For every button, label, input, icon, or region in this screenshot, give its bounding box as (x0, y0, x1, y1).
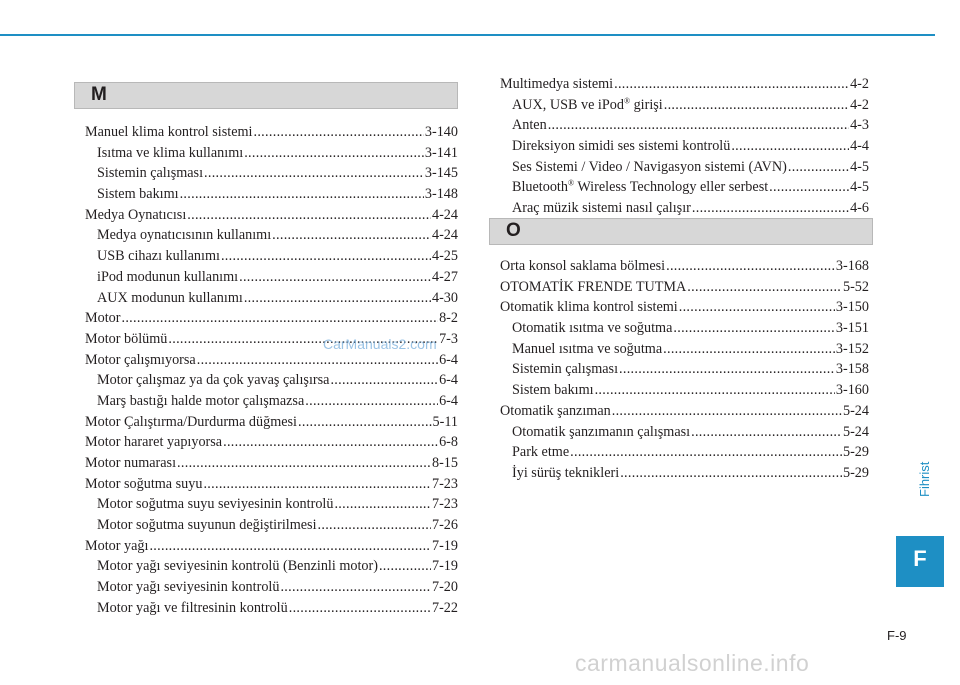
index-entry-page: 4-4 (850, 138, 869, 155)
trademark-sup: ® (567, 178, 575, 188)
index-entry-label (500, 256, 665, 277)
index-entry-label (97, 163, 203, 184)
dot-leader (570, 442, 842, 463)
index-entry-label (97, 225, 271, 246)
index-entry (85, 288, 458, 309)
index-entry-label (512, 136, 730, 157)
dot-leader (305, 391, 438, 412)
dot-leader (204, 163, 424, 184)
index-entry (500, 198, 869, 219)
index-entry-page: 7-19 (431, 558, 458, 575)
section-letter-m: M (91, 84, 107, 105)
dot-leader (289, 598, 431, 619)
dot-leader (673, 318, 835, 339)
index-entry-label-text: Anten (512, 117, 547, 134)
index-entry-label (97, 515, 317, 536)
index-entry (85, 225, 458, 246)
dot-leader (666, 256, 835, 277)
index-entry-label-text: Motor yağı seviyesinin kontrolü (97, 579, 280, 596)
index-entry-label-text: Sistemin çalışması (512, 361, 619, 378)
index-entry-page: 4-24 (431, 206, 458, 223)
index-entry-label (512, 463, 619, 484)
index-entry (500, 95, 869, 116)
index-entry-label-suffix: Wireless Technology eller serbest (574, 179, 769, 196)
index-entry (500, 401, 869, 422)
index-entry-label (512, 318, 672, 339)
index-entry-label (512, 442, 569, 463)
dot-leader (244, 143, 424, 164)
index-entry-label (85, 474, 202, 495)
dot-leader (272, 225, 431, 246)
index-entry-page: 4-25 (431, 248, 458, 265)
index-entry-label-text: Araç müzik sistemi nasıl çalışır (512, 200, 691, 217)
index-entry-label (85, 412, 297, 433)
dot-leader (318, 515, 431, 536)
index-entry-label (85, 308, 120, 329)
index-entry-label-text: İyi sürüş teknikleri (512, 464, 620, 481)
index-entry-page: 5-52 (842, 278, 869, 295)
index-entry (500, 359, 869, 380)
dot-leader (149, 536, 431, 557)
index-entry-label (97, 598, 288, 619)
index-entry-label-text: Otomatik şanzıman (500, 402, 611, 419)
index-entry-page: 8-2 (439, 310, 458, 327)
dot-leader (612, 401, 842, 422)
index-entry-page: 6-4 (439, 372, 458, 389)
index-entry-label (97, 184, 179, 205)
watermark-top: CarManuals2.com (323, 336, 437, 352)
index-entry-label (512, 198, 691, 219)
watermark-bottom: carmanualsonline.info (575, 650, 810, 676)
index-entry-page: 3-151 (835, 320, 869, 337)
index-entry-page: 6-8 (439, 434, 458, 451)
dot-leader (548, 115, 849, 136)
index-entry (85, 494, 458, 515)
index-entry-label-text: Medya oynatıcısının kullanımı (97, 227, 272, 244)
index-entry-label-text: Motor soğutma suyu (85, 475, 203, 492)
index-entry-page: 4-6 (850, 200, 869, 217)
index-entry-page: 3-141 (424, 144, 458, 161)
index-entry (500, 256, 869, 277)
dot-leader (663, 339, 835, 360)
index-entry (85, 577, 458, 598)
index-entry-label-text: Otomatik şanzımanın çalışması (512, 423, 691, 440)
index-entry-label-text: Motor numarası (85, 455, 177, 471)
index-entry-page: 3-158 (835, 361, 869, 378)
index-entry-page: 7-23 (431, 496, 458, 513)
index-entry (500, 463, 869, 484)
index-entry (85, 391, 458, 412)
dot-leader (177, 453, 431, 474)
index-entry-label-text: iPod modunun kullanımı (97, 268, 239, 285)
dot-leader (619, 359, 835, 380)
index-entry-label-text: OTOMATİK FRENDE TUTMA (500, 278, 687, 295)
index-entry-page: 5-29 (842, 444, 869, 461)
index-entry-label (85, 329, 167, 350)
index-entry-label-text: Multimedya sistemi (500, 76, 614, 92)
index-entry-label-text: Orta konsol saklama bölmesi (500, 258, 666, 274)
index-entry-label-text: Otomatik klima kontrol sistemi (500, 299, 678, 316)
index-entry-label-text: Direksiyon simidi ses sistemi kontrolü (512, 138, 731, 155)
index-entry (500, 297, 869, 318)
dot-leader (731, 136, 849, 157)
dot-leader (180, 184, 424, 205)
section-tab-letter: F (913, 546, 927, 571)
index-entry-label (500, 401, 611, 422)
dot-leader (769, 177, 849, 198)
index-entry-label-text: Motor çalışmaz ya da çok yavaş çalışırsa (97, 372, 330, 389)
section-header-m (74, 82, 458, 109)
index-entry (85, 205, 458, 226)
index-entry-label (85, 122, 252, 143)
index-entry-label (97, 556, 378, 577)
index-entry (85, 143, 458, 164)
index-entry-page: 3-152 (835, 340, 869, 357)
dot-leader (298, 412, 432, 433)
index-entry-label (97, 246, 220, 267)
section-letter-o: O (506, 220, 521, 241)
index-entry-page: 4-24 (431, 227, 458, 244)
index-entry (85, 267, 458, 288)
index-entry-page: 3-160 (835, 382, 869, 399)
index-entry-page: 5-11 (432, 413, 458, 430)
dot-leader (595, 380, 835, 401)
index-entry-label (97, 370, 329, 391)
index-entry-page: 6-4 (439, 351, 458, 368)
index-entry-page: 8-15 (431, 455, 458, 471)
index-entry-label-text: Motor çalışmıyorsa (85, 351, 196, 368)
index-entry (500, 442, 869, 463)
index-entry-page: 7-19 (431, 537, 458, 554)
index-entry (85, 184, 458, 205)
index-entry-label-text: Bluetooth (512, 179, 568, 196)
dot-leader (187, 205, 431, 226)
index-entry (500, 115, 869, 136)
index-entry (85, 515, 458, 536)
section-header-o (489, 218, 873, 245)
index-entry-label (512, 339, 662, 360)
dot-leader (691, 422, 842, 443)
index-entry-label (512, 157, 787, 178)
index-entry-page: 5-24 (842, 423, 869, 440)
index-entry (85, 246, 458, 267)
page-number: F-9 (887, 628, 907, 643)
index-entry-label (512, 422, 690, 443)
index-entry-page: 7-26 (431, 517, 458, 534)
index-entry-page: 4-5 (850, 179, 869, 196)
index-entry-label (85, 205, 186, 226)
index-entry-page: 4-2 (850, 76, 869, 92)
index-entry (500, 318, 869, 339)
index-entry-label-text: Motor hararet yapıyorsa (85, 434, 223, 451)
index-entry-page: 3-168 (835, 258, 869, 274)
side-label-fihrist: Fihrist (917, 461, 932, 497)
index-entry-label-suffix: girişi (630, 96, 663, 113)
index-entry (500, 157, 869, 178)
index-entry-label (97, 267, 238, 288)
index-entry-page: 3-145 (424, 165, 458, 182)
index-entry-label (97, 391, 304, 412)
index-entry (85, 122, 458, 143)
index-entry-page: 3-150 (835, 299, 869, 316)
index-entry-label-text: Motor yağı seviyesinin kontrolü (Benzinli motor) (97, 558, 378, 575)
dot-leader (221, 246, 431, 267)
index-entry (85, 453, 458, 474)
index-entry-page: 4-3 (850, 117, 869, 134)
dot-leader (121, 308, 438, 329)
index-entry-label-text: Sistem bakımı (97, 186, 179, 203)
dot-leader (788, 157, 849, 178)
index-entry-label-text: Sistemin çalışması (97, 165, 204, 182)
index-entry (85, 598, 458, 619)
dot-leader (280, 577, 431, 598)
index-entry-label-text: Manuel ısıtma ve soğutma (512, 340, 663, 357)
dot-leader (330, 370, 438, 391)
index-entry-page: 3-140 (424, 124, 458, 140)
index-entry-label (85, 536, 148, 557)
index-entry-label (85, 432, 222, 453)
dot-leader (687, 277, 842, 298)
index-entry-page: 4-30 (431, 289, 458, 306)
dot-leader (379, 556, 431, 577)
index-entry-label-text: Motor soğutma suyunun değiştirilmesi (97, 517, 317, 534)
index-entry (85, 308, 458, 329)
dot-leader (253, 122, 423, 143)
index-entry (500, 380, 869, 401)
index-entry-label-text: Sistem bakımı (512, 382, 594, 399)
index-entry-label-text: Motor Çalıştırma/Durdurma düğmesi (85, 413, 297, 430)
index-entry-page: 4-5 (850, 158, 869, 175)
dot-leader (203, 474, 431, 495)
dot-leader (334, 494, 431, 515)
index-column-right-m (500, 74, 869, 219)
index-entry-label-text: AUX, USB ve iPod (512, 96, 624, 113)
index-entry (500, 74, 869, 95)
index-entry (500, 136, 869, 157)
index-entry-label-text: Medya Oynatıcısı (85, 206, 187, 223)
index-entry-page: 4-2 (850, 96, 869, 113)
index-entry-label-text: AUX modunun kullanımı (97, 289, 243, 306)
index-entry-label (85, 350, 196, 371)
index-entry-page: 7-20 (431, 579, 458, 596)
dot-leader (692, 198, 849, 219)
index-entry (500, 422, 869, 443)
dot-leader (223, 432, 438, 453)
section-tab[interactable] (896, 536, 944, 587)
index-entry-label (512, 359, 618, 380)
index-entry-label (512, 380, 594, 401)
index-entry-page: 6-4 (439, 392, 458, 409)
dot-leader (679, 297, 835, 318)
index-entry-label (97, 288, 243, 309)
index-entry-label-text: Motor yağı (85, 537, 149, 554)
index-entry (85, 163, 458, 184)
index-entry (500, 177, 869, 198)
index-entry-label-text: Park etme (512, 444, 570, 461)
index-entry (85, 370, 458, 391)
index-entry-label-text: USB cihazı kullanımı (97, 248, 220, 265)
trademark-sup: ® (623, 95, 631, 105)
index-entry-label (97, 143, 243, 164)
index-entry-page: 7-3 (439, 330, 458, 347)
dot-leader (664, 95, 849, 116)
index-entry-label (500, 74, 613, 95)
dot-leader (239, 267, 431, 288)
index-entry-page: 5-24 (842, 402, 869, 419)
index-entry-label (500, 277, 686, 298)
index-entry-label-text: Motor soğutma suyu seviyesinin kontrolü (97, 496, 334, 513)
index-entry-label-text: Marş bastığı halde motor çalışmazsa (97, 392, 305, 409)
index-entry (85, 474, 458, 495)
index-entry-label-text: Isıtma ve klima kullanımı (97, 144, 244, 161)
index-entry-label (97, 494, 333, 515)
index-column-right-o (500, 256, 869, 484)
index-entry-label (85, 453, 176, 474)
index-entry-label (512, 95, 663, 116)
index-entry-label (97, 577, 279, 598)
dot-leader (614, 74, 849, 95)
index-entry-label (512, 177, 768, 198)
dot-leader (620, 463, 842, 484)
index-entry-label-text: Motor (85, 310, 121, 327)
index-entry-page: 5-29 (842, 464, 869, 481)
index-entry (85, 412, 458, 433)
index-entry (500, 277, 869, 298)
index-entry-page: 7-22 (431, 599, 458, 616)
index-entry-label-text: Motor yağı ve filtresinin kontrolü (97, 599, 288, 616)
index-entry-page: 7-23 (431, 475, 458, 492)
index-entry-page: 3-148 (424, 186, 458, 203)
index-entry (85, 536, 458, 557)
index-column-left (85, 122, 458, 619)
index-entry (85, 556, 458, 577)
index-entry (85, 350, 458, 371)
dot-leader (244, 288, 431, 309)
dot-leader (197, 350, 438, 371)
index-entry (85, 432, 458, 453)
index-entry-label-text: Motor bölümü (85, 330, 168, 347)
index-entry-label-text: Otomatik ısıtma ve soğutma (512, 320, 673, 337)
index-entry-label (512, 115, 547, 136)
top-rule (0, 34, 935, 36)
index-entry (500, 339, 869, 360)
index-entry-page: 4-27 (431, 268, 458, 285)
index-entry-label (500, 297, 678, 318)
index-entry-label-text: Ses Sistemi / Video / Navigasyon sistemi (AVN) (512, 158, 787, 175)
index-entry-label-text: Manuel klima kontrol sistemi (85, 124, 253, 140)
